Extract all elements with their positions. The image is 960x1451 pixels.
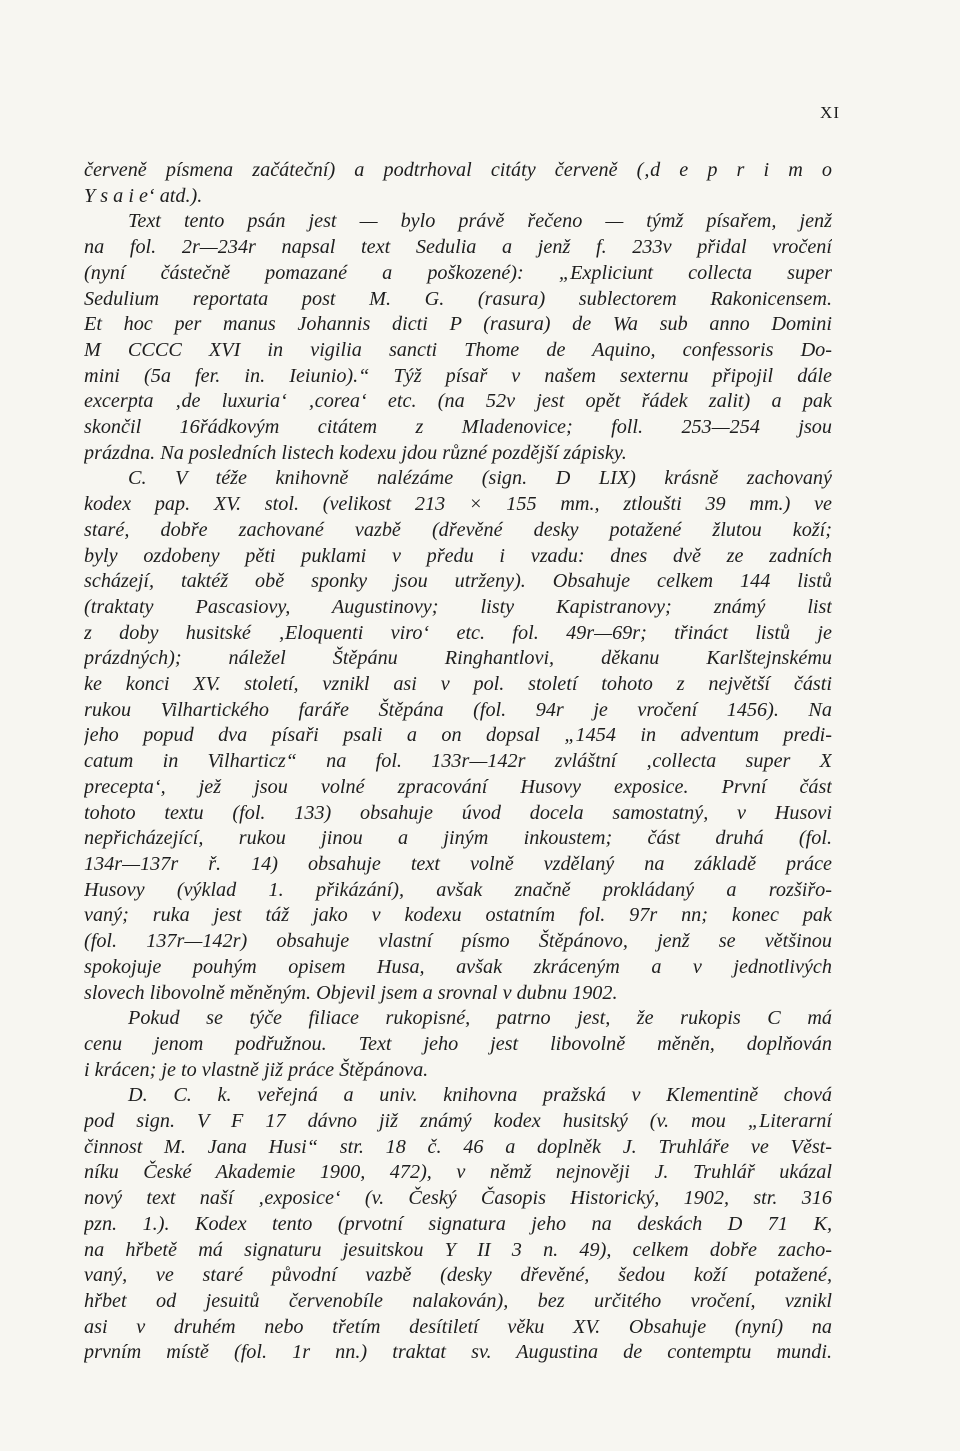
text-line: jeho popud dva písaři psali a on dopsal „1454 in adventum predi-	[84, 724, 832, 747]
text-line: prázdných); náležel Štěpánu Ringhantlovi, děkanu Karlštejnskému	[84, 647, 832, 670]
text-line: slovech libovolně měněným. Objevil jsem a srovnal v dubnu 1902.	[84, 981, 618, 1004]
text-line: hřbet od jesuitů červenobíle nalakován), bez určitého vročení, vznikl	[84, 1289, 832, 1312]
text-line: 134r—137r ř. 14) obsahuje text volně vzdělaný na základě práce	[84, 852, 832, 875]
text-line: C. V téže knihovně nalézáme (sign. D LIX) krásně zachovaný	[128, 467, 832, 490]
text-line: D. C. k. veřejná a univ. knihovna pražská v Klementině chová	[128, 1084, 832, 1107]
text-line: tohoto textu (fol. 133) obsahuje úvod docela samostatný, v Husovi	[84, 801, 832, 824]
text-line: mini (5a fer. in. Ieiunio).“ Týž písař v našem sexternu připojil dále	[84, 364, 832, 387]
text-line: Et hoc per manus Johannis dicti P (rasura) de Wa sub anno Domini	[84, 313, 832, 336]
text-line: cenu jenom podřužnou. Text jeho jest libovolně měněn, doplňován	[84, 1032, 832, 1055]
text-line: scházejí, taktéž obě sponky jsou utrženy). Obsahuje celkem 144 listů	[84, 570, 832, 593]
text-line: i krácen; je to vlastně již práce Štěpánova.	[84, 1058, 429, 1081]
text-line: catum in Vilharticz“ na fol. 133r—142r zvláštní ‚collecta super X	[84, 750, 832, 773]
text-line: excerpta ‚de luxuria‘ ‚corea‘ etc. (na 52v jest opět řádek zalit) a pak	[84, 390, 832, 413]
text-line: pod sign. V F 17 dávno již známý kodex husitský (v. mou „Literarní	[84, 1110, 832, 1133]
text-line: pzn. 1.). Kodex tento (prvotní signatura jeho na deskách D 71 K,	[84, 1212, 832, 1235]
text-line: Husovy (výklad 1. přikázání), avšak značně prokládaný a rozšiřo-	[84, 878, 832, 901]
text-line: precepta‘, jež jsou volné zpracování Husovy exposice. První část	[84, 775, 832, 798]
text-line: asi v druhém nebo třetím desítiletí věku XV. Obsahuje (nyní) na	[84, 1315, 832, 1338]
text-line: níku České Akademie 1900, 472), v němž nejnověji J. Truhlář ukázal	[84, 1161, 832, 1184]
body-text	[84, 158, 832, 1366]
text-line: (fol. 137r—142r) obsahuje vlastní písmo Štěpánovo, jenž se většinou	[84, 930, 832, 953]
text-line: prázdna. Na posledních listech kodexu jdou různé pozdější zápisky.	[84, 441, 627, 464]
text-line: na fol. 2r—234r napsal text Sedulia a jenž f. 233v přidal vročení	[84, 236, 832, 259]
text-line: (traktaty Pascasiovy, Augustinovy; listy Kapistranovy; známý list	[84, 595, 832, 618]
text-line: byly ozdobeny pěti puklami v předu i vzadu: dnes dvě ze zadních	[84, 544, 832, 567]
text-line: Sedulium reportata post M. G. (rasura) sublectorem Rakonicensem.	[84, 287, 832, 310]
text-line: nový text naší ‚exposice‘ (v. Český Časopis Historický, 1902, str. 316	[84, 1187, 832, 1210]
text-line: na hřbetě má signaturu jesuitskou Y II 3 n. 49), celkem dobře zacho-	[84, 1238, 832, 1261]
text-line: z doby husitské ‚Eloquenti viro‘ etc. fol. 49r—69r; třináct listů je	[84, 621, 832, 644]
text-line: rukou Vilhartického faráře Štěpána (fol. 94r je vročení 1456). Na	[84, 698, 832, 721]
text-line: nepřicházející, rukou jinou a jiným inkoustem; část druhá (fol.	[84, 827, 832, 850]
text-line: ke konci XV. století, vznikl asi v pol. století tohoto z největší části	[84, 673, 832, 696]
text-line: M CCCC XVI in vigilia sancti Thome de Aquino, confessoris Do-	[84, 338, 832, 361]
text-line: prvním místě (fol. 1r nn.) traktat sv. Augustina de contemptu mundi.	[84, 1341, 832, 1364]
text-line: činnost M. Jana Husi“ str. 18 č. 46 a doplněk J. Truhláře ve Věst-	[84, 1135, 832, 1158]
text-line: spokojuje pouhým opisem Husa, avšak zkráceným a v jednotlivých	[84, 955, 832, 978]
text-line: vaný; ruka jest táž jako v kodexu ostatním fol. 97r nn; konec pak	[84, 904, 832, 927]
text-line: červeně písmena začáteční) a podtrhoval citáty červeně (‚d e p r i m o	[84, 159, 832, 181]
text-line: Pokud se týče filiace rukopisné, patrno jest, že rukopis C má	[128, 1007, 832, 1030]
text-line: staré, dobře zachované vazbě (dřevěné desky potažené žlutou koží;	[84, 518, 832, 541]
text-line: skončil 16řádkovým citátem z Mladenovice; foll. 253—254 jsou	[84, 416, 832, 439]
page-number: XI	[820, 103, 840, 122]
text-line: kodex pap. XV. stol. (velikost 213 × 155 mm., ztloušti 39 mm.) ve	[84, 493, 832, 516]
text-line: Text tento psán jest — bylo právě řečeno — týmž písařem, jenž	[128, 210, 832, 233]
text-line: (nyní částečně pomazané a poškozené): „Expliciunt collecta super	[84, 261, 832, 284]
text-line: vaný, ve staré původní vazbě (desky dřevěné, šedou koží potažené,	[84, 1264, 832, 1287]
text-line: Y s a i e‘ atd.).	[84, 184, 203, 207]
